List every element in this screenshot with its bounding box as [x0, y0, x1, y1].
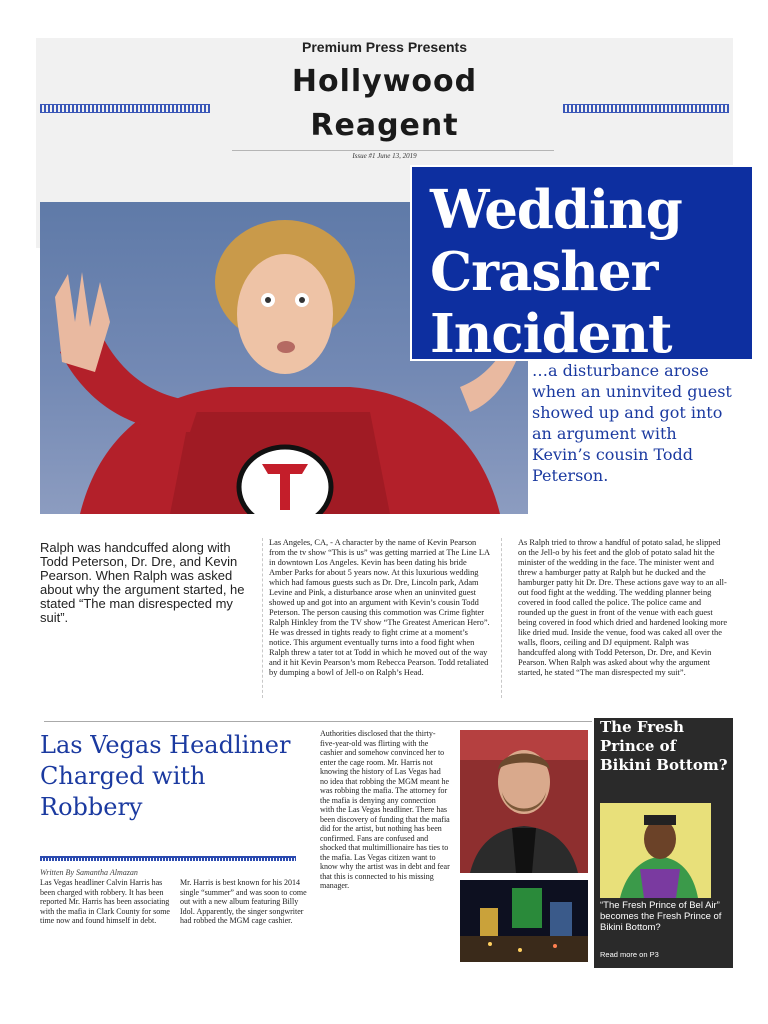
- section-divider: [44, 721, 592, 722]
- fresh-prince-illustration: [600, 803, 711, 898]
- newspaper-page: [36, 38, 733, 1024]
- headline-line1: Wedding: [430, 179, 682, 241]
- paper-title-line2: Reagent: [310, 108, 459, 143]
- issue-date: Issue #1 June 13, 2019: [352, 152, 417, 160]
- article-column-1: Las Angeles, CA, - A character by the name of Kevin Pearson from the tv show “This is us” was getting married at The Line LA in downtown Los Angeles. Kevin has been dating his bride Amber Parks for about 5 years now. At this luxurious wedding which had famous guests such as Dr. Dre, Lincoln park, Adam Levine and Pink, a disturbance arose when an uninvited guest showed up and got into an argument with Kevin’s cousin Todd Peterson. The person causing this commotion was Crime fighter Ralph Hinkley from the TV show “The Greatest American Hero”. He was dressed in tights ready to fight crime at a moment’s notice. This argument eventually turns into a food fight when Ralph threw a tater tot at Todd in which he moved out of the way and it hit Kevin Pearson’s mom Rebecca Pearson. Todd retaliated by dumping a bowl of Jell-o on Ralph’s Head.: [269, 538, 490, 677]
- headline-line3: Incident: [430, 303, 672, 365]
- pull-quote: Ralph was handcuffed along with Todd Peterson, Dr. Dre, and Kevin Pearson. When Ralph was asked about why the argument started, he stated “The man disrespected my suit”.: [40, 540, 245, 625]
- main-headline: [430, 179, 750, 365]
- lasvegas-rule: [40, 856, 296, 861]
- lasvegas-column-3: Authorities disclosed that the thirty-five-year-old was flirting with the cashier and somehow convinced her to enter the cage room. Mr. Harris not knowing the history of Las Vegas had no idea that robbing the MGM meant he was robbing the mafia. The attorney for the mafia is denying any connection with the Las Vegas headliner. There has been discovery of funding that the mafia did for the artist, but nothing has been confirmed. Fans are confused and shocked that multimillionaire has ties to the mafia. Las Vegas citizen want to know why the artist was in debt and fear that this is connected to his missing manager.: [320, 729, 450, 890]
- headline-box: [410, 165, 754, 365]
- paper-title: [226, 60, 543, 148]
- fresh-prince-photo: [600, 803, 711, 898]
- article-column-2: As Ralph tried to throw a handful of potato salad, he slipped on the Jell-o by his feet and the glob of potato salad hit the minister of the wedding in the face. The minister went and threw a hamburger patty at Ralph but he ducked and the hamburger patty hit Dr. Dre. These actions gave way to an all-out food fight at the wedding. The wedding planner being covered in food called the police. The police came and rounded up the guest in front of the venue with each guest being covered in food which dried and hardened looking more like dried mud. Inside the venue, food was caked all over the walls, floors, ceiling and DJ equipment. Ralph was handcuffed along with Todd Peterson, Dr. Dre, and Kevin Pearson. When Ralph was asked about why the argument started, he stated “The man disrespected my suit”.: [518, 538, 728, 677]
- masthead-rule-left: [40, 104, 210, 113]
- masthead-rule-right: [563, 104, 729, 113]
- lasvegas-column-1: Las Vegas headliner Calvin Harris has been charged with robbery. It has been reported Mr. Harris has been associating with the mafia in Clark County for some time now and found himself in debt.: [40, 878, 170, 925]
- column-separator-1: [262, 538, 264, 698]
- lasvegas-column-2: Mr. Harris is best known for his 2014 single “summer” and was soon to come out with a new album featuring Billy Idol. Apparently, the singer songwriter had robbed the MGM cage cashier.: [180, 878, 307, 925]
- lasvegas-headline: Las Vegas Headliner Charged with Robbery: [40, 731, 291, 821]
- headline-dek: …a disturbance arose when an uninvited guest showed up and got into an argument with Kevin’s cousin Todd Peterson.: [532, 361, 732, 485]
- masthead-thin-rule: [232, 150, 554, 151]
- sidebar-caption: “The Fresh Prince of Bel Air” becomes the Fresh Prince of Bikini Bottom?: [600, 900, 722, 933]
- sidebar-title: The Fresh Prince of Bikini Bottom?: [600, 718, 728, 774]
- read-more-link[interactable]: Read more on P3: [600, 950, 659, 959]
- las-vegas-photo: [460, 880, 588, 962]
- column-separator-2: [501, 538, 503, 698]
- portrait-illustration: [460, 730, 588, 873]
- paper-title-line1: Hollywood: [291, 64, 478, 99]
- sidebar-box: [594, 718, 733, 968]
- presents-line: Premium Press Presents: [302, 39, 467, 55]
- byline: Written By Samantha Almazan: [40, 868, 138, 877]
- headline-line2: Crasher: [430, 241, 658, 303]
- vegas-illustration: [460, 880, 588, 962]
- calvin-harris-photo: [460, 730, 588, 873]
